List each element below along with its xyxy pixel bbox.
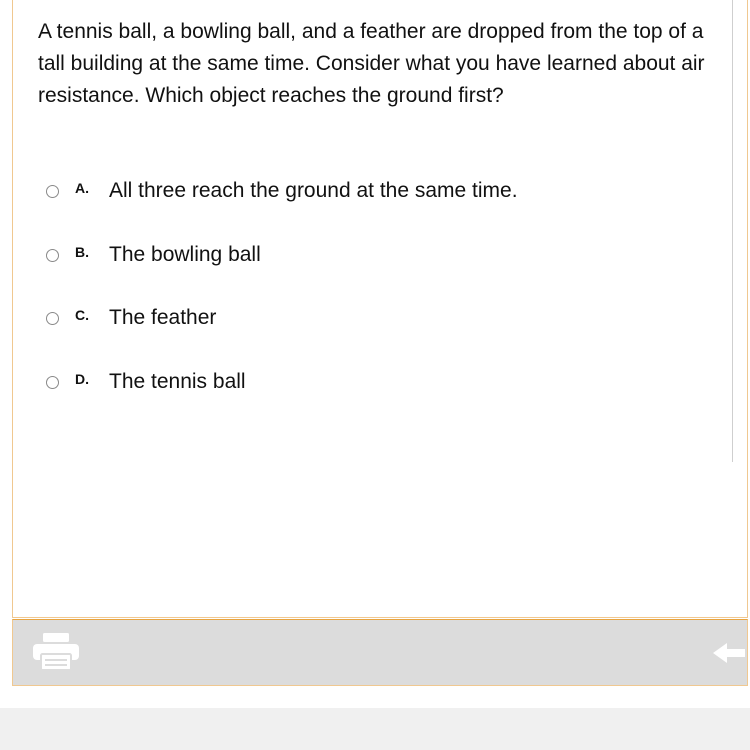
radio-button-b[interactable]: [46, 249, 59, 262]
back-button[interactable]: [711, 638, 745, 668]
choice-letter: D.: [75, 371, 89, 387]
choice-b[interactable]: [46, 240, 261, 270]
choice-letter: C.: [75, 307, 89, 323]
choice-c[interactable]: [46, 303, 216, 333]
choice-label[interactable]: The feather: [109, 306, 217, 329]
choice-letter: A.: [75, 180, 89, 196]
arrow-left-icon: [711, 638, 745, 668]
bottom-toolbar: [12, 619, 748, 686]
radio-button-d[interactable]: [46, 376, 59, 389]
question-text: A tennis ball, a bowling ball, and a feather are dropped from the top of a tall building at the same time. Consider what you have learned about air resistance. Which object reaches the ground first?: [38, 20, 705, 107]
printer-icon: [31, 632, 81, 672]
scrollbar[interactable]: [732, 0, 733, 462]
print-button[interactable]: [31, 632, 81, 672]
radio-button-a[interactable]: [46, 185, 59, 198]
footer-bar: [0, 708, 750, 750]
choice-a[interactable]: [46, 176, 518, 206]
choice-label[interactable]: All three reach the ground at the same time.: [109, 179, 518, 202]
choice-label[interactable]: The bowling ball: [109, 243, 261, 266]
choice-d[interactable]: [46, 367, 246, 397]
choice-label[interactable]: The tennis ball: [109, 370, 246, 393]
radio-button-c[interactable]: [46, 312, 59, 325]
choice-letter: B.: [75, 244, 89, 260]
